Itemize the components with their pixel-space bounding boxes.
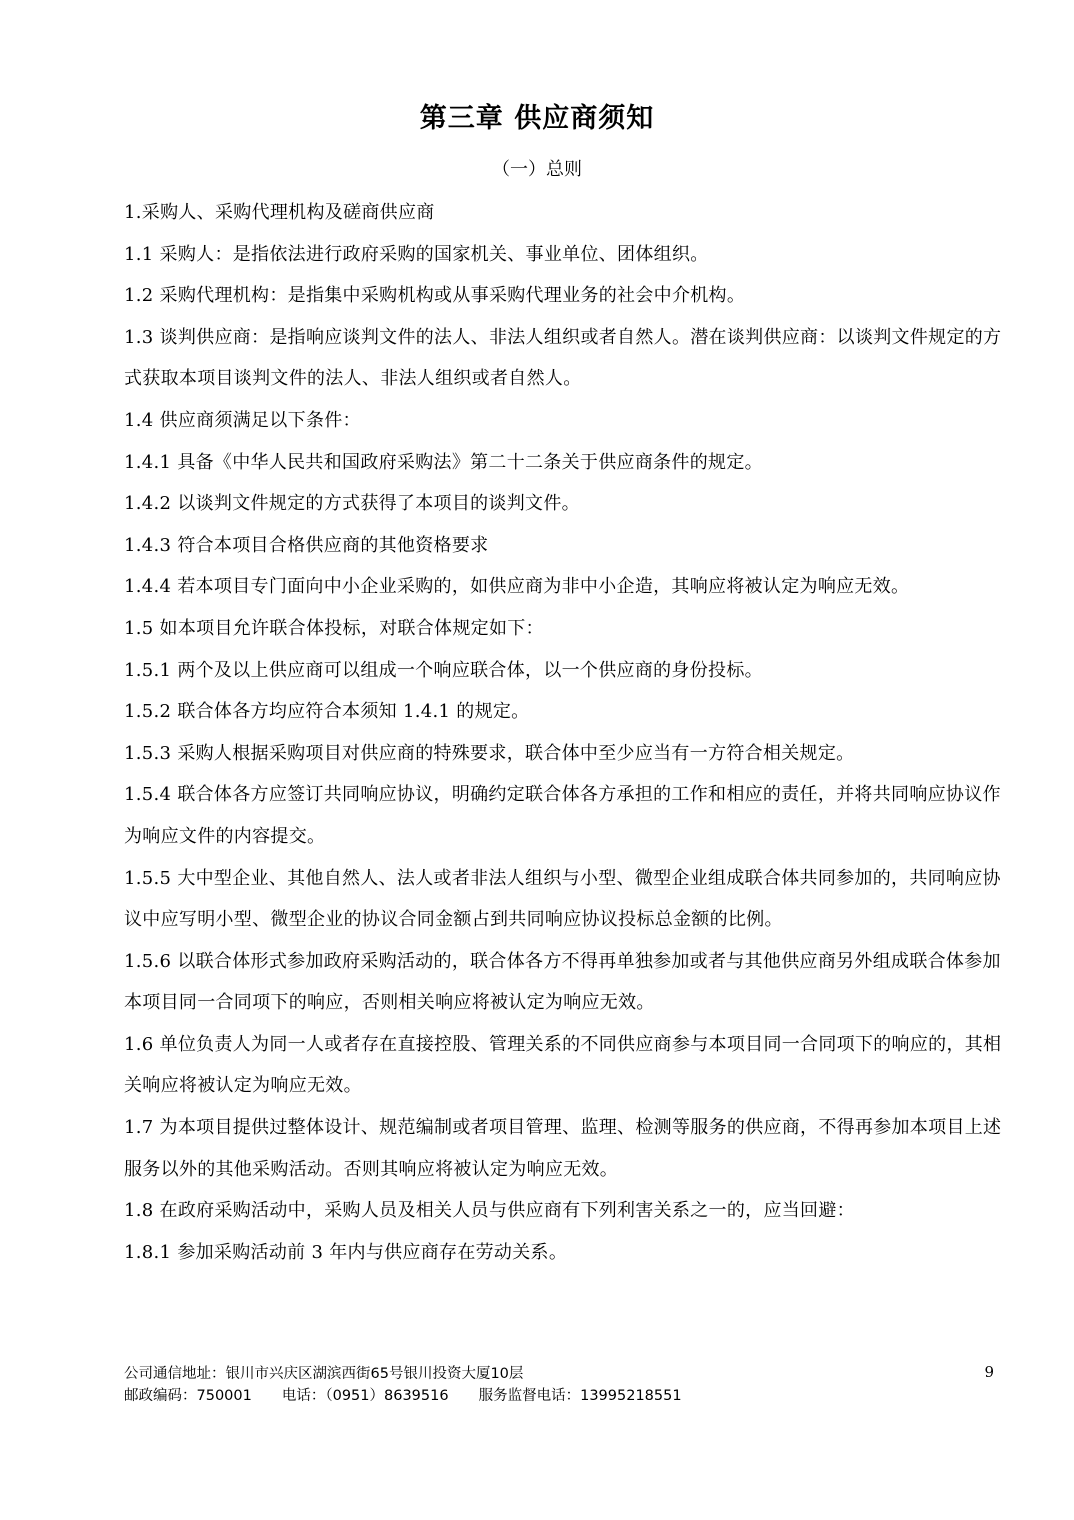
footer-address: 公司通信地址：银川市兴庆区湖滨西街65号银川投资大厦10层 xyxy=(124,1366,524,1382)
paragraph-1-4-3: 1.4.3 符合本项目合格供应商的其他资格要求 xyxy=(124,534,489,556)
paragraph-1-8: 1.8 在政府采购活动中，采购人员及相关人员与供应商有下列利害关系之一的，应当回避： xyxy=(124,1200,855,1222)
footer-contact-line xyxy=(124,1385,1002,1407)
paragraph-1-6: 1.6 单位负责人为同一人或者存在直接控股、管理关系的不同供应商参与本项目同一合同项下的响应的，其相关响应将被认定为响应无效。 xyxy=(124,1033,1002,1097)
footer-supervision-phone: 服务监督电话：13995218551 xyxy=(478,1388,682,1404)
paragraph-1-5-2: 1.5.2 联合体各方均应符合本须知 1.4.1 的规定。 xyxy=(124,701,530,723)
paragraph-1-1: 1.1 采购人：是指依法进行政府采购的国家机关、事业单位、团体组织。 xyxy=(124,243,709,265)
footer-phone: 电话：（0951）8639516 xyxy=(281,1388,449,1404)
paragraph-1-5-6: 1.5.6 以联合体形式参加政府采购活动的，联合体各方不得再单独参加或者与其他供应商另外组成联合体参加本项目同一合同项下的响应，否则相关响应将被认定为响应无效。 xyxy=(124,950,1001,1014)
paragraph-1-2: 1.2 采购代理机构：是指集中采购机构或从事采购代理业务的社会中介机构。 xyxy=(124,285,746,307)
chapter-title: 第三章 供应商须知 xyxy=(419,103,655,134)
paragraph-1-3: 1.3 谈判供应商：是指响应谈判文件的法人、非法人组织或者自然人。潜在谈判供应商：以谈判文件规定的方式获取本项目谈判文件的法人、非法人组织或者自然人。 xyxy=(124,326,1002,390)
paragraph-1-7: 1.7 为本项目提供过整体设计、规范编制或者项目管理、监理、检测等服务的供应商，不得再参加本项目上述服务以外的其他采购活动。否则其响应将被认定为响应无效。 xyxy=(124,1117,1002,1180)
paragraph-1-5-1: 1.5.1 两个及以上供应商可以组成一个响应联合体，以一个供应商的身份投标。 xyxy=(124,659,763,681)
paragraph-1-4-2: 1.4.2 以谈判文件规定的方式获得了本项目的谈判文件。 xyxy=(124,493,580,515)
paragraph-1-4-1: 1.4.1 具备《中华人民共和国政府采购法》第二十二条关于供应商条件的规定。 xyxy=(124,451,763,473)
paragraph-1-5-3: 1.5.3 采购人根据采购项目对供应商的特殊要求，联合体中至少应当有一方符合相关规定。 xyxy=(124,742,855,764)
page-number: 9 xyxy=(984,1363,994,1381)
paragraph-1-8-1: 1.8.1 参加采购活动前 3 年内与供应商存在劳动关系。 xyxy=(124,1241,568,1263)
footer-postal-code: 邮政编码：750001 xyxy=(124,1388,252,1404)
paragraph-1: 1.采购人、采购代理机构及磋商供应商 xyxy=(124,202,435,223)
paragraph-1-4-4: 1.4.4 若本项目专门面向中小企业采购的，如供应商为非中小企造，其响应将被认定为响应无效。 xyxy=(124,576,910,598)
body-text xyxy=(124,192,1002,1273)
paragraph-1-5: 1.5 如本项目允许联合体投标，对联合体规定如下： xyxy=(124,617,544,639)
page-footer xyxy=(124,1363,1002,1407)
section-subtitle: （一）总则 xyxy=(492,159,582,180)
paragraph-1-5-4: 1.5.4 联合体各方应签订共同响应协议，明确约定联合体各方承担的工作和相应的责任，并将共同响应协议作为响应文件的内容提交。 xyxy=(124,784,1001,847)
paragraph-1-4: 1.4 供应商须满足以下条件： xyxy=(124,409,361,431)
paragraph-1-5-5: 1.5.5 大中型企业、其他自然人、法人或者非法人组织与小型、微型企业组成联合体共同参加的，共同响应协议中应写明小型、微型企业的协议合同金额占到共同响应协议投标总金额的比例。 xyxy=(124,867,1001,931)
